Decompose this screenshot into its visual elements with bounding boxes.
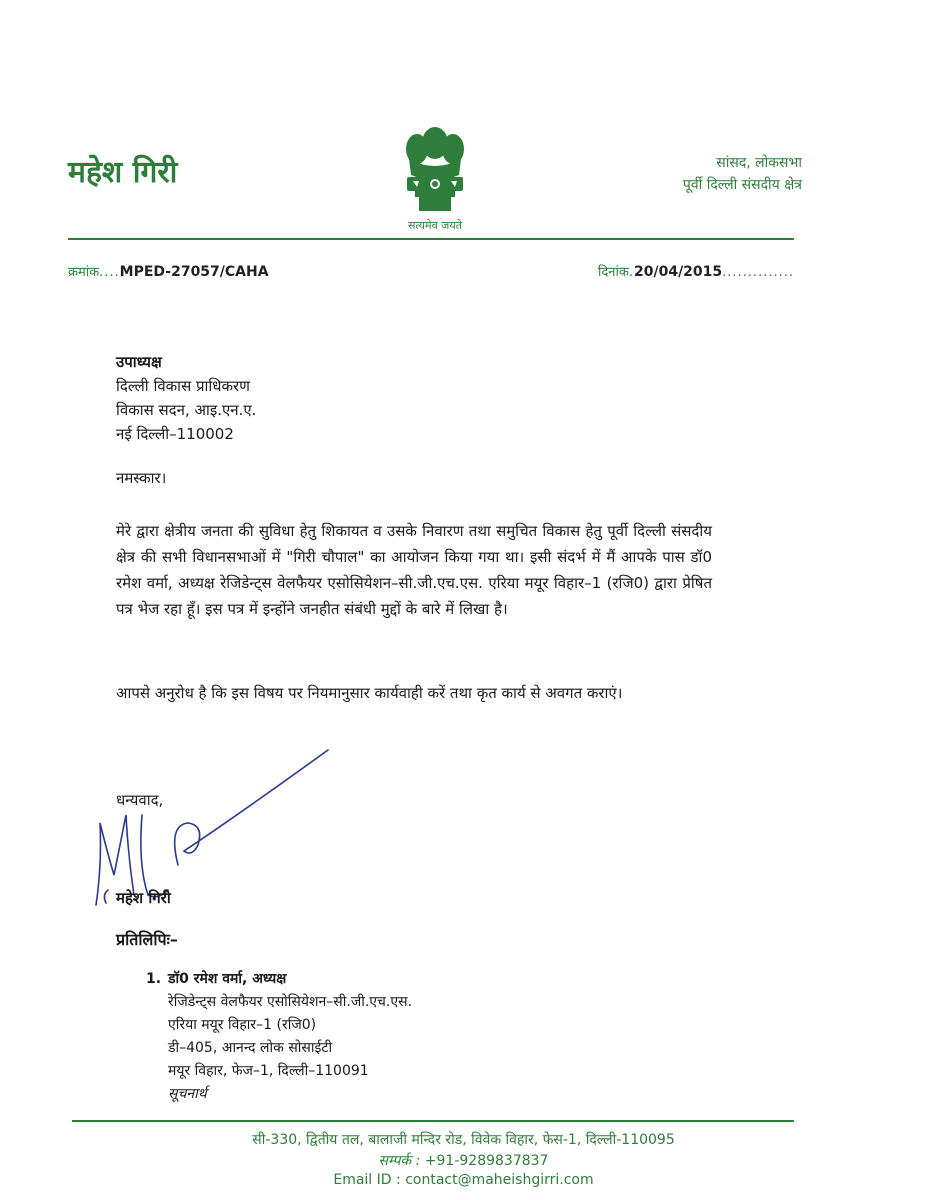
date-label: दिनांक: [598, 265, 629, 280]
designation-line-2: पूर्वी दिल्ली संसदीय क्षेत्र: [682, 177, 802, 193]
footer-phone-label: सम्पर्क :: [378, 1153, 421, 1169]
date-value: 20/04/2015: [633, 264, 723, 280]
footer-email: [0, 1172, 927, 1188]
footer-phone: [0, 1151, 927, 1170]
footer-address: सी-330, द्वितीय तल, बालाजी मन्दिर रोड, विवेक विहार, फेस-1, दिल्ली-110095: [252, 1132, 675, 1148]
greeting: नमस्कार।: [116, 469, 167, 487]
letterhead-designation: [683, 152, 802, 196]
reference-dots: ....: [99, 265, 120, 280]
reference-row: [68, 262, 794, 286]
date-dots-left: .: [628, 265, 634, 280]
copy-heading: प्रतिलिपिः–: [116, 930, 178, 949]
national-emblem-icon: [395, 115, 475, 235]
recipient-line-3: नई दिल्ली–110002: [116, 425, 234, 443]
copy-item-note: सूचनार्थ: [168, 1086, 207, 1102]
copy-list: [146, 968, 412, 1106]
copy-item-line-1: रेजिडेन्ट्स वेलफैयर एसोसियेशन–सी.जी.एच.एस.: [168, 994, 413, 1010]
footer-email-address[interactable]: contact@maheishgirri.com: [405, 1172, 594, 1188]
letter-date: [598, 262, 794, 280]
copy-item-name-row: [146, 968, 412, 991]
closing: धन्यवाद,: [116, 791, 164, 809]
body-paragraph-1: मेरे द्वारा क्षेत्रीय जनता की सुविधा हेतु शिकायत व उसके निवारण तथा समुचित विकास हेतु पूर्वी दिल्ली संसदीय क्षेत्र की सभी विधानसभाओं में "गिरी चौपाल" का आयोजन किया गया था। इसी संदर्भ में मैं आपके पास डॉ0 रमेश वर्मा, अध्यक्ष रेजिडेन्ट्स वेलफैयर एसोसियेशन–सी.जी.एच.एस. एरिया मयूर विहार–1 (रजि0) द्वारा प्रेषित पत्र भेज रहा हूँ। इस पत्र में इन्होंने जनहीत संबंधी मुद्दों के बारे में लिखा है।: [116, 522, 712, 618]
copy-item-line-2: एरिया मयूर विहार–1 (रजि0): [168, 1017, 317, 1033]
footer-phone-number: +91-9289837837: [424, 1153, 549, 1169]
reference-value: MPED-27057/CAHA: [119, 264, 269, 280]
letterhead-divider: [68, 238, 794, 240]
copy-item-line-3: डी–405, आनन्द लोक सोसाईटी: [168, 1040, 333, 1056]
footer-divider: [72, 1120, 794, 1122]
copy-item-line-4: मयूर विहार, फेज–1, दिल्ली–110091: [168, 1063, 369, 1079]
reference-label: क्रमांक: [68, 265, 100, 280]
footer-email-label: Email ID :: [333, 1172, 401, 1188]
date-dots-right: ..............: [722, 265, 794, 280]
letterhead-name: महेश गिरी: [68, 155, 178, 190]
reference-number: [68, 262, 269, 280]
recipient-line-2: विकास सदन, आइ.एन.ए.: [116, 401, 257, 419]
signatory-name: महेश गिरी: [116, 889, 171, 907]
recipient-title: उपाध्यक्ष: [116, 353, 162, 371]
copy-item-name: डॉ0 रमेश वर्मा, अध्यक्ष: [168, 971, 287, 987]
copy-item-number: 1.: [146, 971, 162, 987]
recipient-address: [116, 350, 256, 446]
emblem-motto: सत्यमेव जयते: [407, 219, 462, 232]
body-paragraph-2: आपसे अनुरोध है कि इस विषय पर नियमानुसार कार्यवाही करें तथा कृत कार्य से अवगत कराएं।: [116, 684, 623, 702]
designation-line-1: सांसद, लोकसभा: [716, 155, 802, 171]
recipient-line-1: दिल्ली विकास प्राधिकरण: [116, 377, 251, 395]
